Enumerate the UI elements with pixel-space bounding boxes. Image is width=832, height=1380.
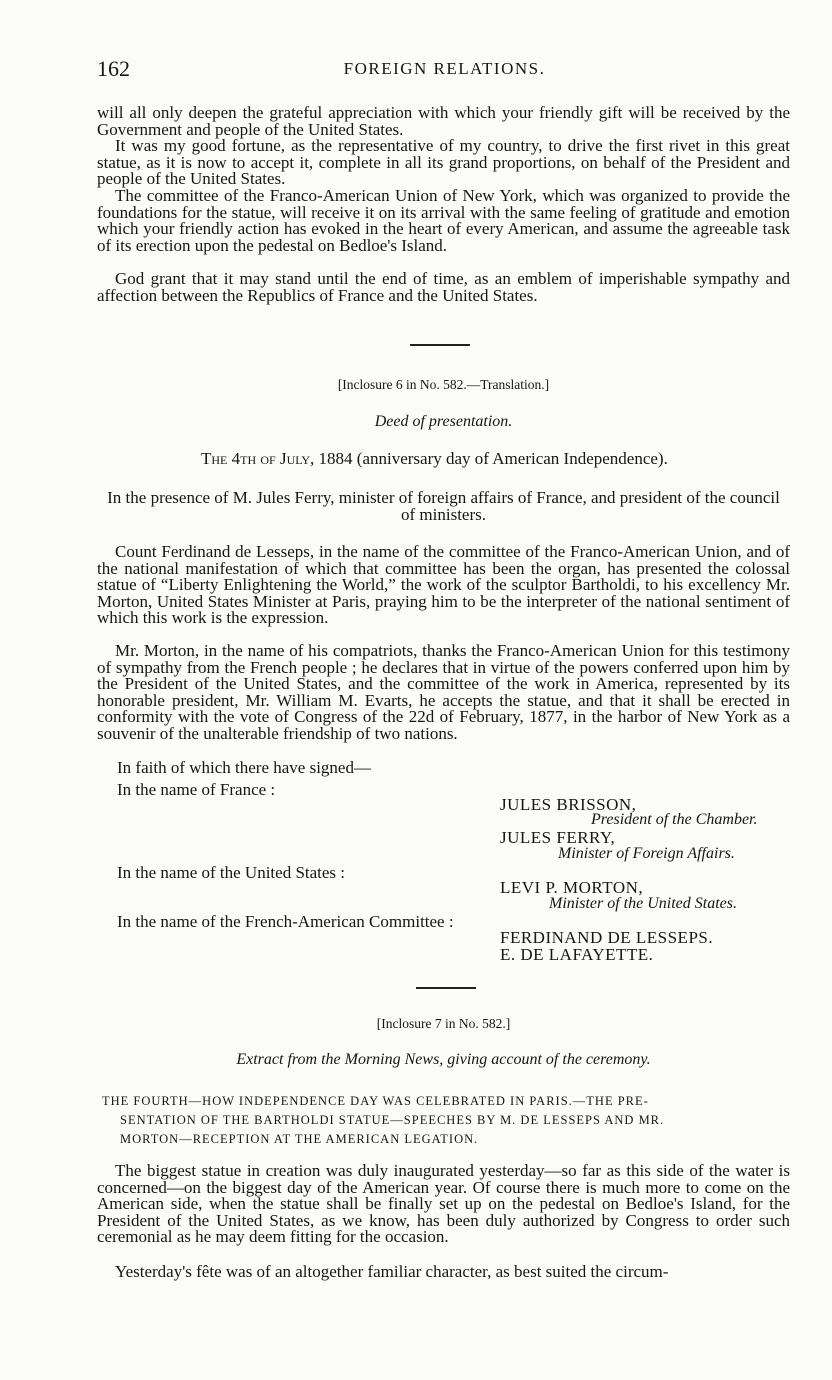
page-header	[97, 56, 792, 86]
speech-paragraph-4: God grant that it may stand until the end of time, as an emblem of imperishable sympathy and affection between the Republics of France and the United States.	[97, 269, 790, 305]
page-number: 162	[97, 56, 130, 81]
news-paragraph-2: Yesterday's fête was of an altogether familiar character, as best suited the circum-	[115, 1262, 669, 1281]
signatory-lesseps: FERDINAND DE LESSEPS.	[500, 928, 714, 947]
speech-paragraph-2: It was my good fortune, as the representative of my country, to drive the first rivet in this great statue, as it is now to accept it, complete in all its grand proportions, on behalf of the President and people of the United States.	[97, 136, 790, 188]
deed-date-rest: 1884 (anniversary day of American Independence).	[314, 449, 668, 468]
committee-label: In the name of the French-American Committee :	[117, 912, 454, 931]
news-headline-line-3: MORTON—RECEPTION AT THE AMERICAN LEGATION.	[120, 1132, 479, 1146]
deed-title: Deed of presentation.	[374, 413, 513, 430]
news-headline-line-2: SENTATION OF THE BARTHOLDI STATUE—SPEECHES BY M. DE LESSEPS AND MR.	[120, 1113, 665, 1127]
section-divider	[410, 344, 470, 346]
signatory-ferry-title: Minister of Foreign Affairs.	[558, 845, 735, 862]
signatory-morton: LEVI P. MORTON,	[500, 878, 644, 897]
news-extract-title: Extract from the Morning News, giving account of the ceremony.	[236, 1051, 651, 1068]
deed-paragraph-1: Count Ferdinand de Lesseps, in the name of the committee of the Franco-American Union, and of the national manifestation of which that committee has been the organ, has presented the colossal statue of “Liberty Enlightening the World,” the work of the sculptor Bartholdi, to his excellency Mr. Morton, United States Minister at Paris, praying him to be the interpreter of the national sentiment of which this work is the expression.	[97, 542, 790, 627]
inclosure-7-label: [Inclosure 7 in No. 582.]	[376, 1016, 511, 1031]
signatory-morton-title: Minister of the United States.	[549, 895, 737, 912]
deed-date-caps: The 4th of July,	[201, 449, 315, 468]
signatory-lafayette: E. DE LAFAYETTE.	[500, 945, 654, 964]
us-label: In the name of the United States :	[117, 863, 346, 882]
deed-date	[201, 449, 668, 469]
deed-paragraph-2: Mr. Morton, in the name of his compatriots, thanks the Franco-American Union for this testimony of sympathy from the French people ; he declares that in virtue of the powers conferred upon him by the President of the United States, and the committee of the work in America, represented by its honorable president, Mr. William M. Evarts, he accepts the statue, and that it shall be erected in conformity with the vote of Congress of the 22d of February, 1877, in the harbor of New York as a souvenir of the unalterable friendship of two nations.	[97, 641, 790, 743]
france-label: In the name of France :	[117, 780, 276, 799]
news-headline-line-1: THE FOURTH—HOW INDEPENDENCE DAY WAS CELEBRATED IN PARIS.—THE PRE-	[102, 1094, 649, 1108]
section-divider	[416, 987, 476, 989]
running-head: FOREIGN RELATIONS.	[343, 59, 546, 78]
speech-paragraph-3: The committee of the Franco-American Union of New York, which was organized to provide the foundations for the statue, will receive it on its arrival with the same feeling of gratitude and emotion which your friendly action has evoked in the heart of every American, and assume the agreeable task of its erection upon the pedestal on Bedloe's Island.	[97, 186, 790, 255]
signatory-brisson: JULES BRISSON,	[500, 795, 637, 814]
signatory-ferry: JULES FERRY,	[500, 828, 616, 847]
speech-paragraph-1: will all only deepen the grateful appreciation with which your friendly gift will be received by the Government and people of the United States.	[97, 103, 790, 139]
deed-faith-line: In faith of which there have signed—	[117, 758, 371, 777]
signatory-brisson-title: President of the Chamber.	[591, 811, 758, 828]
inclosure-6-label: [Inclosure 6 in No. 582.—Translation.]	[337, 377, 550, 392]
deed-presence: In the presence of M. Jules Ferry, minister of foreign affairs of France, and president of the council of ministers.	[107, 488, 780, 524]
news-paragraph-1: The biggest statue in creation was duly inaugurated yesterday—so far as this side of the water is concerned—on the biggest day of the American year. Of course there is much more to come on the American side, when the statue shall be finally set up on the pedestal on Bedloe's Island, for the President of the United States, as we know, has been duly authorized by Congress to order such ceremonial as he may deem fitting for the occasion.	[97, 1161, 790, 1246]
news-headline	[102, 1092, 790, 1149]
